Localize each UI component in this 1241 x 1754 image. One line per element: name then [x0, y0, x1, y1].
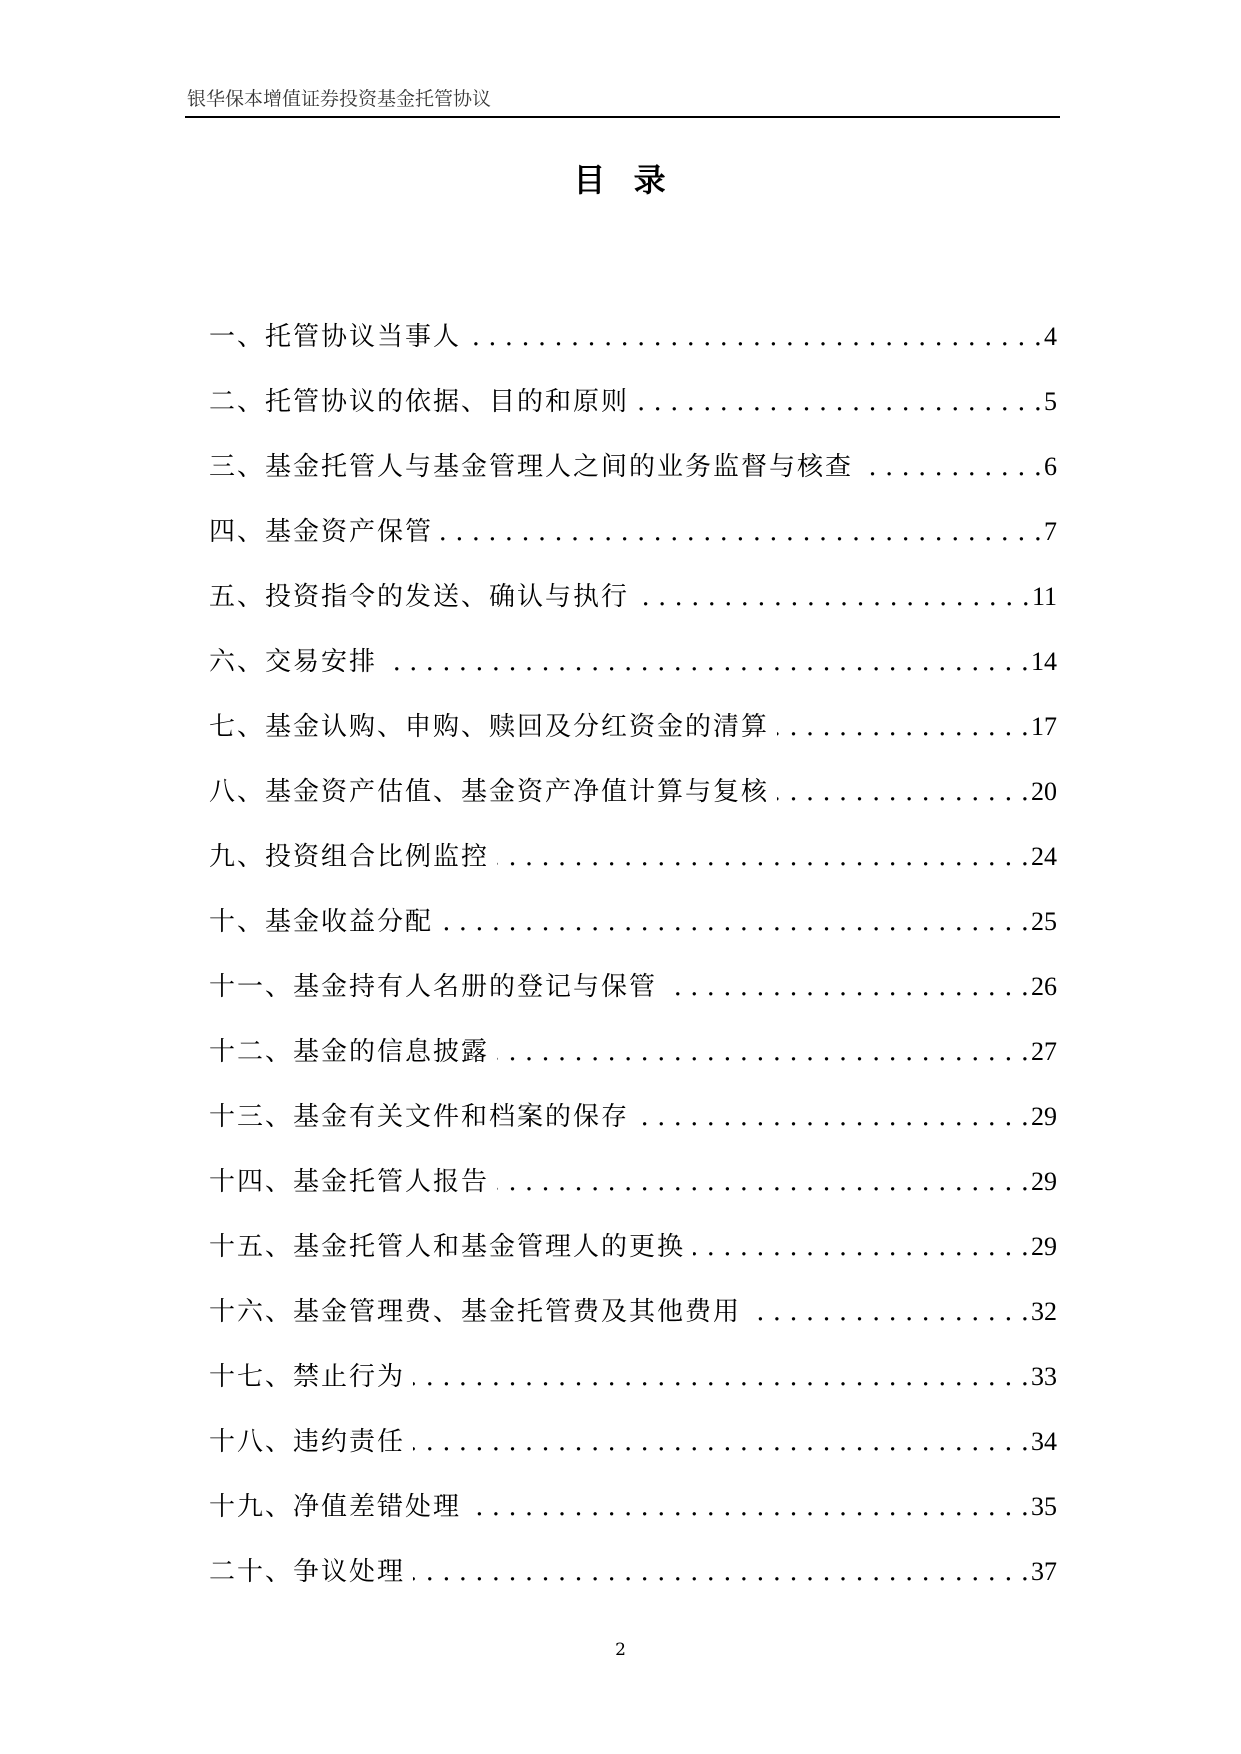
toc-dot-leader — [413, 1357, 1029, 1397]
toc-entry-label: 八、基金资产估值、基金资产净值计算与复核 — [209, 777, 770, 807]
toc-entry-page: 27 — [1031, 1037, 1057, 1066]
toc-entry-label: 十二、基金的信息披露 — [209, 1037, 490, 1067]
toc-entry-page: 29 — [1031, 1102, 1057, 1131]
toc-entry-page: 33 — [1031, 1362, 1057, 1391]
toc-dot-leader — [441, 902, 1029, 942]
toc-title: 目 录 — [573, 161, 668, 199]
toc-entry[interactable] — [209, 1072, 1057, 1137]
toc-entry-label: 十三、基金有关文件和档案的保存 — [209, 1102, 630, 1132]
toc-entry-label: 十八、违约责任 — [209, 1427, 406, 1457]
toc-entry[interactable] — [209, 1267, 1057, 1332]
toc-entry[interactable] — [209, 552, 1057, 617]
toc-entry-page: 7 — [1044, 517, 1057, 546]
toc-dot-leader — [665, 967, 1029, 1007]
toc-entry[interactable] — [209, 1007, 1057, 1072]
toc-entry-page: 25 — [1031, 907, 1057, 936]
page-number: 2 — [615, 1640, 626, 1660]
toc-entry-label: 二十、争议处理 — [209, 1557, 406, 1587]
toc-entry-page: 29 — [1031, 1167, 1057, 1196]
toc-dot-leader — [497, 1162, 1029, 1202]
toc-entry[interactable] — [209, 1527, 1057, 1592]
toc-entry-page: 14 — [1031, 647, 1057, 676]
toc-entry-label: 十五、基金托管人和基金管理人的更换 — [209, 1232, 686, 1262]
toc-entry[interactable] — [209, 1137, 1057, 1202]
toc-entry-page: 6 — [1044, 452, 1057, 481]
toc-entry-label: 一、托管协议当事人 — [209, 322, 462, 352]
toc-entry-label: 九、投资组合比例监控 — [209, 842, 490, 872]
toc-dot-leader — [777, 772, 1029, 812]
toc-dot-leader — [413, 1552, 1029, 1592]
toc-entry[interactable] — [209, 357, 1057, 422]
toc-entry[interactable] — [209, 812, 1057, 877]
toc-dot-leader — [861, 447, 1042, 487]
toc-entry-label: 十一、基金持有人名册的登记与保管 — [209, 972, 658, 1002]
toc-entry[interactable] — [209, 422, 1057, 487]
toc-entry[interactable] — [209, 617, 1057, 682]
toc-entry-page: 17 — [1031, 712, 1057, 741]
toc-entry-label: 四、基金资产保管 — [209, 517, 434, 547]
toc-entry-page: 20 — [1031, 777, 1057, 806]
toc-entry-page: 24 — [1031, 842, 1057, 871]
toc-entry[interactable] — [209, 942, 1057, 1007]
running-header — [185, 86, 1060, 118]
toc-dot-leader — [637, 382, 1042, 422]
toc-entry-page: 37 — [1031, 1557, 1057, 1586]
toc-entry-label: 十六、基金管理费、基金托管费及其他费用 — [209, 1297, 742, 1327]
toc-entry-label: 十四、基金托管人报告 — [209, 1167, 490, 1197]
toc-entry-page: 26 — [1031, 972, 1057, 1001]
toc-entry-page: 34 — [1031, 1427, 1057, 1456]
toc-dot-leader — [497, 837, 1029, 877]
toc-entry-page: 11 — [1031, 582, 1057, 611]
toc-dot-leader — [413, 1422, 1029, 1462]
toc-entry-label: 三、基金托管人与基金管理人之间的业务监督与核查 — [209, 452, 854, 482]
toc-entry-page: 5 — [1044, 387, 1057, 416]
toc-entry[interactable] — [209, 747, 1057, 812]
toc-entry-page: 32 — [1031, 1297, 1057, 1326]
toc-entry[interactable] — [209, 1332, 1057, 1397]
toc-entry-page: 35 — [1031, 1492, 1057, 1521]
toc-list — [209, 292, 1057, 1592]
running-header-title: 银华保本增值证券投资基金托管协议 — [187, 88, 492, 110]
toc-dot-leader — [385, 642, 1029, 682]
toc-entry-page: 4 — [1044, 322, 1057, 351]
toc-entry-label: 十、基金收益分配 — [209, 907, 434, 937]
toc-entry-label: 二、托管协议的依据、目的和原则 — [209, 387, 630, 417]
toc-entry-label: 十九、净值差错处理 — [209, 1492, 462, 1522]
toc-entry-label: 五、投资指令的发送、确认与执行 — [209, 582, 630, 612]
toc-entry-label: 十七、禁止行为 — [209, 1362, 406, 1392]
toc-entry[interactable] — [209, 292, 1057, 357]
toc-dot-leader — [497, 1032, 1029, 1072]
toc-dot-leader — [441, 512, 1042, 552]
toc-entry-label: 六、交易安排 — [209, 647, 378, 677]
toc-entry-label: 七、基金认购、申购、赎回及分红资金的清算 — [209, 712, 770, 742]
toc-dot-leader — [469, 317, 1042, 357]
toc-dot-leader — [637, 1097, 1029, 1137]
toc-dot-leader — [693, 1227, 1029, 1267]
toc-dot-leader — [469, 1487, 1029, 1527]
toc-dot-leader — [637, 577, 1030, 617]
toc-entry[interactable] — [209, 877, 1057, 942]
toc-entry[interactable] — [209, 1462, 1057, 1527]
toc-dot-leader — [777, 707, 1029, 747]
toc-entry[interactable] — [209, 1202, 1057, 1267]
toc-entry-page: 29 — [1031, 1232, 1057, 1261]
toc-entry[interactable] — [209, 487, 1057, 552]
toc-entry[interactable] — [209, 1397, 1057, 1462]
toc-dot-leader — [749, 1292, 1029, 1332]
toc-entry[interactable] — [209, 682, 1057, 747]
